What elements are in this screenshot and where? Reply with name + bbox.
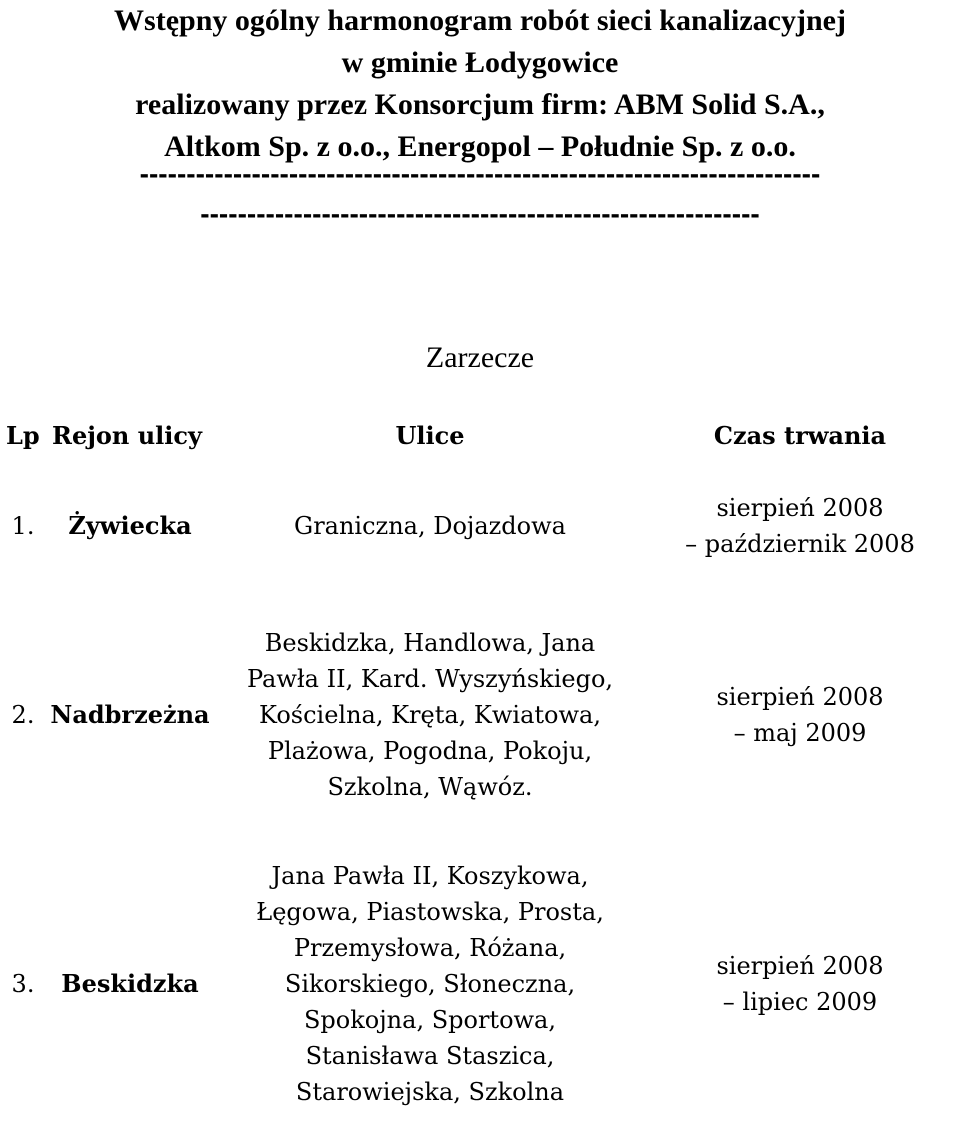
ulice-line: Stanisława Staszica, [305, 1042, 555, 1070]
table-row [0, 856, 960, 1112]
dash-separator-2: ------------------------------------------------------------ [200, 200, 760, 228]
table-row [0, 486, 960, 566]
header-rejon: Rejon ulicy [52, 421, 202, 450]
section-heading: Zarzecze [425, 341, 535, 374]
header-czas: Czas trwania [713, 421, 887, 450]
czas-end: – lipiec 2009 [722, 988, 878, 1016]
ulice-line: Plażowa, Pogodna, Pokoju, [267, 737, 593, 765]
header-ulice: Ulice [395, 421, 465, 450]
title-line-2: w gminie Łodygowice [341, 46, 619, 79]
czas-start: sierpień 2008 [716, 683, 884, 711]
row-czas [660, 486, 940, 566]
document-title [0, 0, 960, 168]
czas-start: sierpień 2008 [716, 494, 884, 522]
row-rejon: Żywiecka [68, 511, 192, 540]
row-ulice [220, 622, 640, 808]
ulice-line: Pawła II, Kard. Wyszyńskiego, [246, 665, 614, 693]
ulice-line: Graniczna, Dojazdowa [294, 512, 566, 540]
ulice-line: Przemysłowa, Różana, [293, 934, 567, 962]
czas-start: sierpień 2008 [716, 952, 884, 980]
ulice-line: Kościelna, Kręta, Kwiatowa, [259, 701, 601, 729]
ulice-line: Sikorskiego, Słoneczna, [284, 970, 576, 998]
ulice-line: Łęgowa, Piastowska, Prosta, [256, 898, 604, 926]
ulice-line: Starowiejska, Szkolna [295, 1078, 565, 1106]
row-rejon: Beskidzka [61, 969, 199, 998]
ulice-line: Szkolna, Wąwóz. [327, 773, 533, 801]
czas-end: – maj 2009 [733, 719, 867, 747]
row-lp: 3. [11, 970, 35, 998]
header-lp: Lp [6, 421, 40, 450]
ulice-line: Spokojna, Sportowa, [303, 1006, 556, 1034]
row-ulice [220, 486, 640, 566]
row-czas [660, 622, 940, 808]
title-line-1: Wstępny ogólny harmonogram robót sieci kanalizacyjnej [114, 4, 846, 37]
dash-separator-1: ------------------------------------------------------------------------- [139, 160, 821, 188]
row-ulice [220, 856, 640, 1112]
title-line-3: realizowany przez Konsorcjum firm: ABM Solid S.A., [135, 88, 825, 121]
czas-end: – październik 2008 [685, 530, 915, 558]
ulice-line: Jana Pawła II, Koszykowa, [271, 862, 589, 890]
row-rejon: Nadbrzeżna [50, 700, 210, 729]
table-header [0, 416, 960, 456]
title-line-4: Altkom Sp. z o.o., Energopol – Południe Sp. z o.o. [164, 130, 796, 163]
ulice-line: Beskidzka, Handlowa, Jana [264, 629, 596, 657]
row-czas [660, 856, 940, 1112]
row-lp: 2. [11, 701, 35, 729]
table-row [0, 622, 960, 808]
row-lp: 1. [11, 512, 35, 540]
